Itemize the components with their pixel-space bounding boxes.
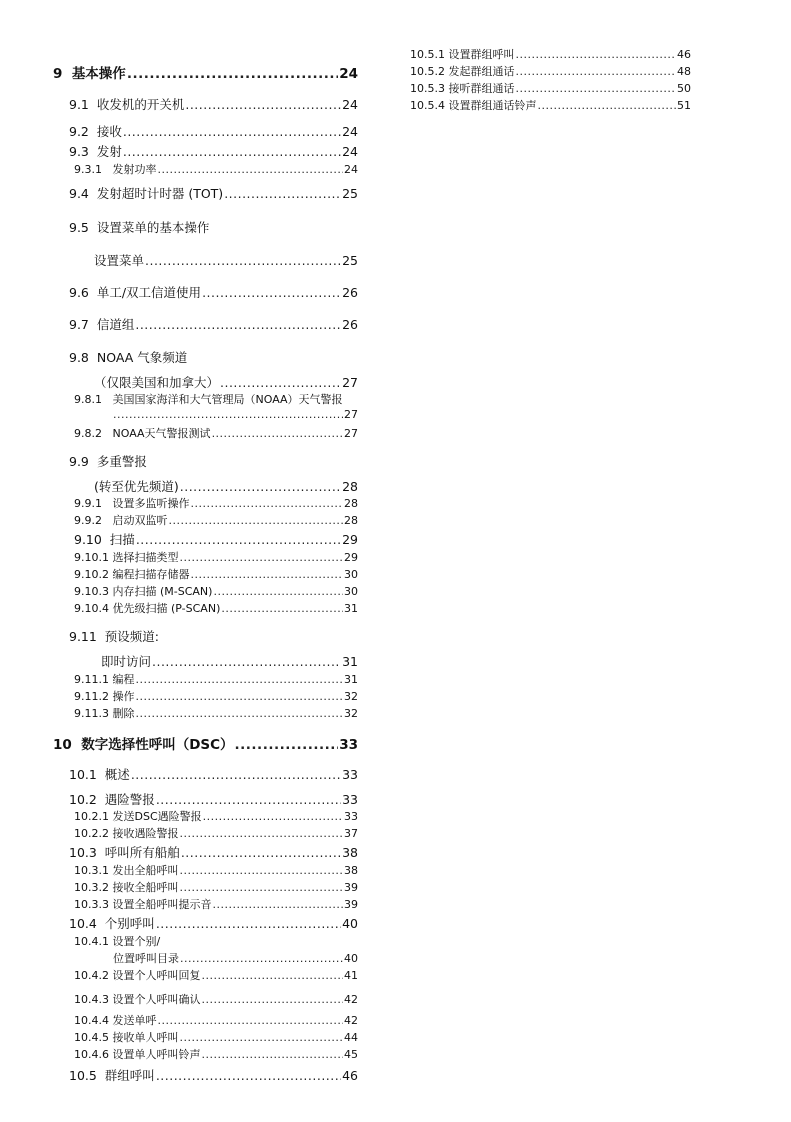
dot-leader bbox=[158, 1014, 344, 1027]
dot-leader bbox=[213, 898, 344, 911]
entry-title: 设置个别/ bbox=[112, 935, 161, 948]
dot-leader bbox=[185, 97, 341, 112]
dot-leader bbox=[516, 82, 677, 95]
entry-number: 9.11.2 bbox=[74, 690, 109, 703]
toc-entry-heading[interactable] bbox=[74, 933, 160, 949]
toc-entry[interactable] bbox=[74, 825, 358, 841]
dot-leader bbox=[191, 497, 344, 510]
entry-title: 位置呼叫目录 bbox=[113, 952, 179, 965]
entry-title: 接收单人呼叫 bbox=[112, 1031, 179, 1044]
toc-entry[interactable] bbox=[69, 142, 358, 160]
entry-title: 设置群组呼叫 bbox=[448, 48, 515, 61]
toc-entry[interactable] bbox=[74, 530, 358, 548]
entry-title: 单工/双工信道使用 bbox=[96, 285, 202, 300]
entry-number: 9.9 bbox=[69, 454, 89, 469]
toc-entry[interactable] bbox=[69, 95, 358, 113]
toc-entry[interactable] bbox=[74, 549, 358, 565]
entry-page: 40 bbox=[344, 952, 358, 965]
entry-title: 美国国家海洋和大气管理局（NOAA）天气警报 bbox=[112, 393, 343, 406]
entry-page: 24 bbox=[342, 97, 358, 112]
entry-title: 编程扫描存储器 bbox=[112, 568, 190, 581]
entry-page: 28 bbox=[344, 514, 358, 527]
toc-entry[interactable] bbox=[74, 425, 358, 441]
entry-number: 9.3 bbox=[69, 144, 89, 159]
dot-leader bbox=[202, 993, 344, 1006]
toc-entry[interactable] bbox=[94, 251, 358, 269]
toc-entry-heading[interactable] bbox=[69, 218, 209, 236]
entry-title: 设置菜单的基本操作 bbox=[96, 220, 210, 235]
entry-page: 26 bbox=[342, 317, 358, 332]
dot-leader bbox=[156, 916, 341, 931]
dot-leader bbox=[221, 602, 343, 615]
entry-page: 41 bbox=[344, 969, 358, 982]
toc-entry[interactable] bbox=[69, 790, 358, 808]
entry-number: 10.5.2 bbox=[410, 65, 445, 78]
toc-entry-heading[interactable] bbox=[69, 348, 187, 366]
dot-leader bbox=[203, 810, 343, 823]
dot-leader bbox=[180, 864, 344, 877]
entry-title: 发出全船呼叫 bbox=[112, 864, 179, 877]
dot-leader bbox=[158, 163, 344, 176]
toc-entry-continued[interactable] bbox=[112, 408, 358, 421]
entry-title: 遇险警报 bbox=[104, 792, 155, 807]
entry-page: 24 bbox=[344, 163, 358, 176]
entry-page: 27 bbox=[344, 427, 358, 440]
entry-title: 接收 bbox=[96, 124, 122, 139]
entry-number: 10.2 bbox=[69, 792, 97, 807]
entry-page: 45 bbox=[344, 1048, 358, 1061]
dot-leader bbox=[180, 1031, 344, 1044]
entry-title: 删除 bbox=[112, 707, 135, 720]
entry-number: 10.5.4 bbox=[410, 99, 445, 112]
entry-number: 9.11.1 bbox=[74, 673, 109, 686]
toc-entry[interactable] bbox=[74, 495, 358, 511]
entry-page: 31 bbox=[342, 654, 358, 669]
toc-entry[interactable] bbox=[74, 1012, 358, 1028]
entry-number: 9.7 bbox=[69, 317, 89, 332]
entry-page: 25 bbox=[342, 186, 358, 201]
entry-page: 27 bbox=[344, 408, 358, 421]
entry-title: 概述 bbox=[104, 767, 130, 782]
dot-leader bbox=[123, 144, 341, 159]
entry-page: 33 bbox=[339, 737, 358, 753]
entry-title: 发射 bbox=[96, 144, 122, 159]
entry-number: 9.11 bbox=[69, 629, 97, 644]
dot-leader bbox=[156, 792, 341, 807]
dot-leader bbox=[202, 1048, 344, 1061]
toc-entry[interactable] bbox=[410, 63, 691, 79]
toc-entry[interactable] bbox=[410, 46, 691, 62]
entry-page: 32 bbox=[344, 707, 358, 720]
toc-entry-heading[interactable] bbox=[74, 391, 343, 407]
entry-title: 接听群组通话 bbox=[448, 82, 515, 95]
entry-page: 24 bbox=[339, 66, 358, 82]
entry-page: 50 bbox=[677, 82, 691, 95]
entry-title: 接收遇险警报 bbox=[112, 827, 179, 840]
entry-number: 9.9.1 bbox=[74, 497, 102, 510]
toc-entry[interactable] bbox=[74, 705, 358, 721]
entry-title: 群组呼叫 bbox=[104, 1068, 155, 1083]
entry-number: 9.8.2 bbox=[74, 427, 102, 440]
dot-leader bbox=[212, 427, 343, 440]
entry-title: (转至优先频道) bbox=[94, 479, 179, 494]
toc-entry[interactable] bbox=[410, 97, 691, 113]
entry-page: 33 bbox=[342, 792, 358, 807]
toc-entry[interactable] bbox=[74, 671, 358, 687]
entry-page: 33 bbox=[344, 810, 358, 823]
entry-title: 内存扫描 (M-SCAN) bbox=[112, 585, 213, 598]
dot-leader bbox=[180, 551, 344, 564]
toc-entry[interactable] bbox=[74, 583, 358, 599]
entry-page: 24 bbox=[342, 144, 358, 159]
dot-leader bbox=[123, 124, 341, 139]
toc-entry[interactable] bbox=[69, 315, 358, 333]
dot-leader bbox=[213, 585, 343, 598]
toc-entry-heading[interactable] bbox=[69, 627, 159, 645]
entry-number: 9 bbox=[53, 66, 63, 82]
entry-title: 预设频道: bbox=[104, 629, 160, 644]
dot-leader bbox=[156, 1068, 341, 1083]
dot-leader bbox=[169, 514, 344, 527]
entry-title: 呼叫所有船舶 bbox=[104, 845, 180, 860]
entry-page: 31 bbox=[344, 602, 358, 615]
entry-page: 46 bbox=[342, 1068, 358, 1083]
dot-leader bbox=[135, 317, 341, 332]
dot-leader bbox=[145, 253, 341, 268]
toc-entry[interactable] bbox=[74, 1046, 358, 1062]
entry-page: 38 bbox=[344, 864, 358, 877]
entry-number: 10.5.3 bbox=[410, 82, 445, 95]
entry-title: 数字选择性呼叫（DSC） bbox=[81, 737, 234, 753]
entry-title: 设置单人呼叫铃声 bbox=[112, 1048, 201, 1061]
entry-number: 10.4 bbox=[69, 916, 97, 931]
toc-entry[interactable] bbox=[74, 991, 358, 1007]
entry-number: 10.4.2 bbox=[74, 969, 109, 982]
entry-title: 接收全船呼叫 bbox=[112, 881, 179, 894]
entry-title: 发射功率 bbox=[112, 163, 157, 176]
entry-title: 设置多监听操作 bbox=[112, 497, 190, 510]
toc-entry[interactable] bbox=[94, 373, 358, 391]
entry-title: 设置个人呼叫回复 bbox=[112, 969, 201, 982]
entry-title: 收发机的开关机 bbox=[96, 97, 185, 112]
entry-page: 39 bbox=[344, 881, 358, 894]
toc-entry[interactable] bbox=[74, 1029, 358, 1045]
toc-entry[interactable] bbox=[69, 843, 358, 861]
dot-leader bbox=[127, 66, 338, 82]
entry-title: 扫描 bbox=[109, 532, 135, 547]
dot-leader bbox=[180, 479, 341, 494]
toc-entry[interactable] bbox=[69, 1066, 358, 1084]
entry-title: NOAA天气警报测试 bbox=[112, 427, 211, 440]
entry-title: 设置全船呼叫提示音 bbox=[112, 898, 212, 911]
toc-entry[interactable] bbox=[69, 283, 358, 301]
entry-page: 38 bbox=[342, 845, 358, 860]
entry-page: 46 bbox=[677, 48, 691, 61]
entry-number: 10.4.5 bbox=[74, 1031, 109, 1044]
entry-page: 28 bbox=[342, 479, 358, 494]
toc-entry[interactable] bbox=[113, 950, 358, 966]
entry-number: 10.2.1 bbox=[74, 810, 109, 823]
entry-title: 设置个人呼叫确认 bbox=[112, 993, 201, 1006]
toc-entry[interactable] bbox=[53, 62, 358, 82]
entry-page: 32 bbox=[344, 690, 358, 703]
entry-number: 9.6 bbox=[69, 285, 89, 300]
dot-leader bbox=[136, 673, 344, 686]
entry-page: 26 bbox=[342, 285, 358, 300]
dot-leader bbox=[224, 186, 341, 201]
dot-leader bbox=[191, 568, 344, 581]
toc-entry[interactable] bbox=[74, 566, 358, 582]
toc-entry[interactable] bbox=[74, 967, 358, 983]
entry-page: 29 bbox=[344, 551, 358, 564]
entry-title: NOAA 气象频道 bbox=[96, 350, 188, 365]
toc-entry[interactable] bbox=[74, 808, 358, 824]
entry-number: 9.10.2 bbox=[74, 568, 109, 581]
entry-page: 39 bbox=[344, 898, 358, 911]
entry-number: 9.11.3 bbox=[74, 707, 109, 720]
entry-number: 9.10.4 bbox=[74, 602, 109, 615]
entry-number: 9.4 bbox=[69, 186, 89, 201]
dot-leader bbox=[136, 707, 344, 720]
toc-entry-heading[interactable] bbox=[69, 452, 147, 470]
toc-entry[interactable] bbox=[74, 512, 358, 528]
entry-page: 30 bbox=[344, 568, 358, 581]
entry-title: 优先级扫描 (P-SCAN) bbox=[112, 602, 221, 615]
entry-number: 9.5 bbox=[69, 220, 89, 235]
entry-title: 发起群组通话 bbox=[448, 65, 515, 78]
dot-leader bbox=[516, 48, 677, 61]
entry-number: 9.8.1 bbox=[74, 393, 102, 406]
entry-number: 9.8 bbox=[69, 350, 89, 365]
entry-page: 24 bbox=[342, 124, 358, 139]
entry-page: 42 bbox=[344, 1014, 358, 1027]
dot-leader bbox=[136, 690, 344, 703]
entry-number: 10.3.2 bbox=[74, 881, 109, 894]
toc-entry[interactable] bbox=[69, 122, 358, 140]
dot-leader bbox=[181, 845, 341, 860]
entry-number: 10.4.4 bbox=[74, 1014, 109, 1027]
entry-title: 发送单呼 bbox=[112, 1014, 157, 1027]
entry-title: 多重警报 bbox=[96, 454, 147, 469]
dot-leader bbox=[180, 952, 343, 965]
entry-number: 10.4.3 bbox=[74, 993, 109, 1006]
entry-number: 9.3.1 bbox=[74, 163, 102, 176]
entry-number: 10.4.6 bbox=[74, 1048, 109, 1061]
toc-entry[interactable] bbox=[94, 477, 358, 495]
entry-title: 信道组 bbox=[96, 317, 135, 332]
entry-page: 25 bbox=[342, 253, 358, 268]
entry-title: 发射超时计时器 (TOT) bbox=[96, 186, 224, 201]
dot-leader bbox=[202, 285, 341, 300]
dot-leader bbox=[516, 65, 677, 78]
toc-entry[interactable] bbox=[74, 879, 358, 895]
entry-number: 10.3 bbox=[69, 845, 97, 860]
toc-entry[interactable] bbox=[74, 896, 358, 912]
entry-number: 10.5 bbox=[69, 1068, 97, 1083]
entry-title: 选择扫描类型 bbox=[112, 551, 179, 564]
entry-title: 启动双监听 bbox=[112, 514, 168, 527]
dot-leader bbox=[220, 375, 341, 390]
entry-page: 29 bbox=[342, 532, 358, 547]
entry-number: 10.4.1 bbox=[74, 935, 109, 948]
entry-page: 44 bbox=[344, 1031, 358, 1044]
dot-leader bbox=[180, 827, 344, 840]
entry-number: 10.5.1 bbox=[410, 48, 445, 61]
toc-entry[interactable] bbox=[53, 733, 358, 753]
dot-leader bbox=[235, 737, 339, 753]
entry-page: 27 bbox=[342, 375, 358, 390]
entry-number: 9.9.2 bbox=[74, 514, 102, 527]
toc-entry[interactable] bbox=[69, 765, 358, 783]
entry-title: 发送DSC遇险警报 bbox=[112, 810, 202, 823]
entry-number: 10 bbox=[53, 737, 72, 753]
toc-entry[interactable] bbox=[69, 184, 358, 202]
entry-page: 48 bbox=[677, 65, 691, 78]
entry-number: 9.2 bbox=[69, 124, 89, 139]
toc-entry[interactable] bbox=[101, 652, 358, 670]
dot-leader bbox=[152, 654, 341, 669]
dot-leader bbox=[538, 99, 677, 112]
entry-number: 9.10.3 bbox=[74, 585, 109, 598]
dot-leader bbox=[202, 969, 344, 982]
entry-number: 10.1 bbox=[69, 767, 97, 782]
entry-page: 33 bbox=[342, 767, 358, 782]
entry-number: 10.3.3 bbox=[74, 898, 109, 911]
entry-title: 即时访问 bbox=[101, 654, 152, 669]
entry-page: 40 bbox=[342, 916, 358, 931]
entry-number: 9.1 bbox=[69, 97, 89, 112]
entry-number: 10.2.2 bbox=[74, 827, 109, 840]
dot-leader bbox=[113, 408, 343, 421]
toc-entry[interactable] bbox=[74, 161, 358, 177]
entry-title: 设置群组通话铃声 bbox=[448, 99, 537, 112]
dot-leader bbox=[180, 881, 344, 894]
entry-title: 操作 bbox=[112, 690, 135, 703]
entry-title: 编程 bbox=[112, 673, 135, 686]
entry-title: 个别呼叫 bbox=[104, 916, 155, 931]
entry-number: 10.3.1 bbox=[74, 864, 109, 877]
entry-title: 设置菜单 bbox=[94, 253, 145, 268]
entry-page: 37 bbox=[344, 827, 358, 840]
entry-page: 51 bbox=[677, 99, 691, 112]
toc-entry[interactable] bbox=[74, 862, 358, 878]
entry-title: （仅限美国和加拿大） bbox=[94, 375, 220, 390]
toc-entry[interactable] bbox=[74, 688, 358, 704]
entry-page: 42 bbox=[344, 993, 358, 1006]
dot-leader bbox=[131, 767, 341, 782]
entry-number: 9.10.1 bbox=[74, 551, 109, 564]
dot-leader bbox=[136, 532, 341, 547]
entry-number: 9.10 bbox=[74, 532, 102, 547]
toc-entry[interactable] bbox=[74, 600, 358, 616]
toc-entry[interactable] bbox=[410, 80, 691, 96]
entry-page: 30 bbox=[344, 585, 358, 598]
entry-page: 31 bbox=[344, 673, 358, 686]
entry-title: 基本操作 bbox=[71, 66, 126, 82]
entry-page: 28 bbox=[344, 497, 358, 510]
toc-entry[interactable] bbox=[69, 914, 358, 932]
